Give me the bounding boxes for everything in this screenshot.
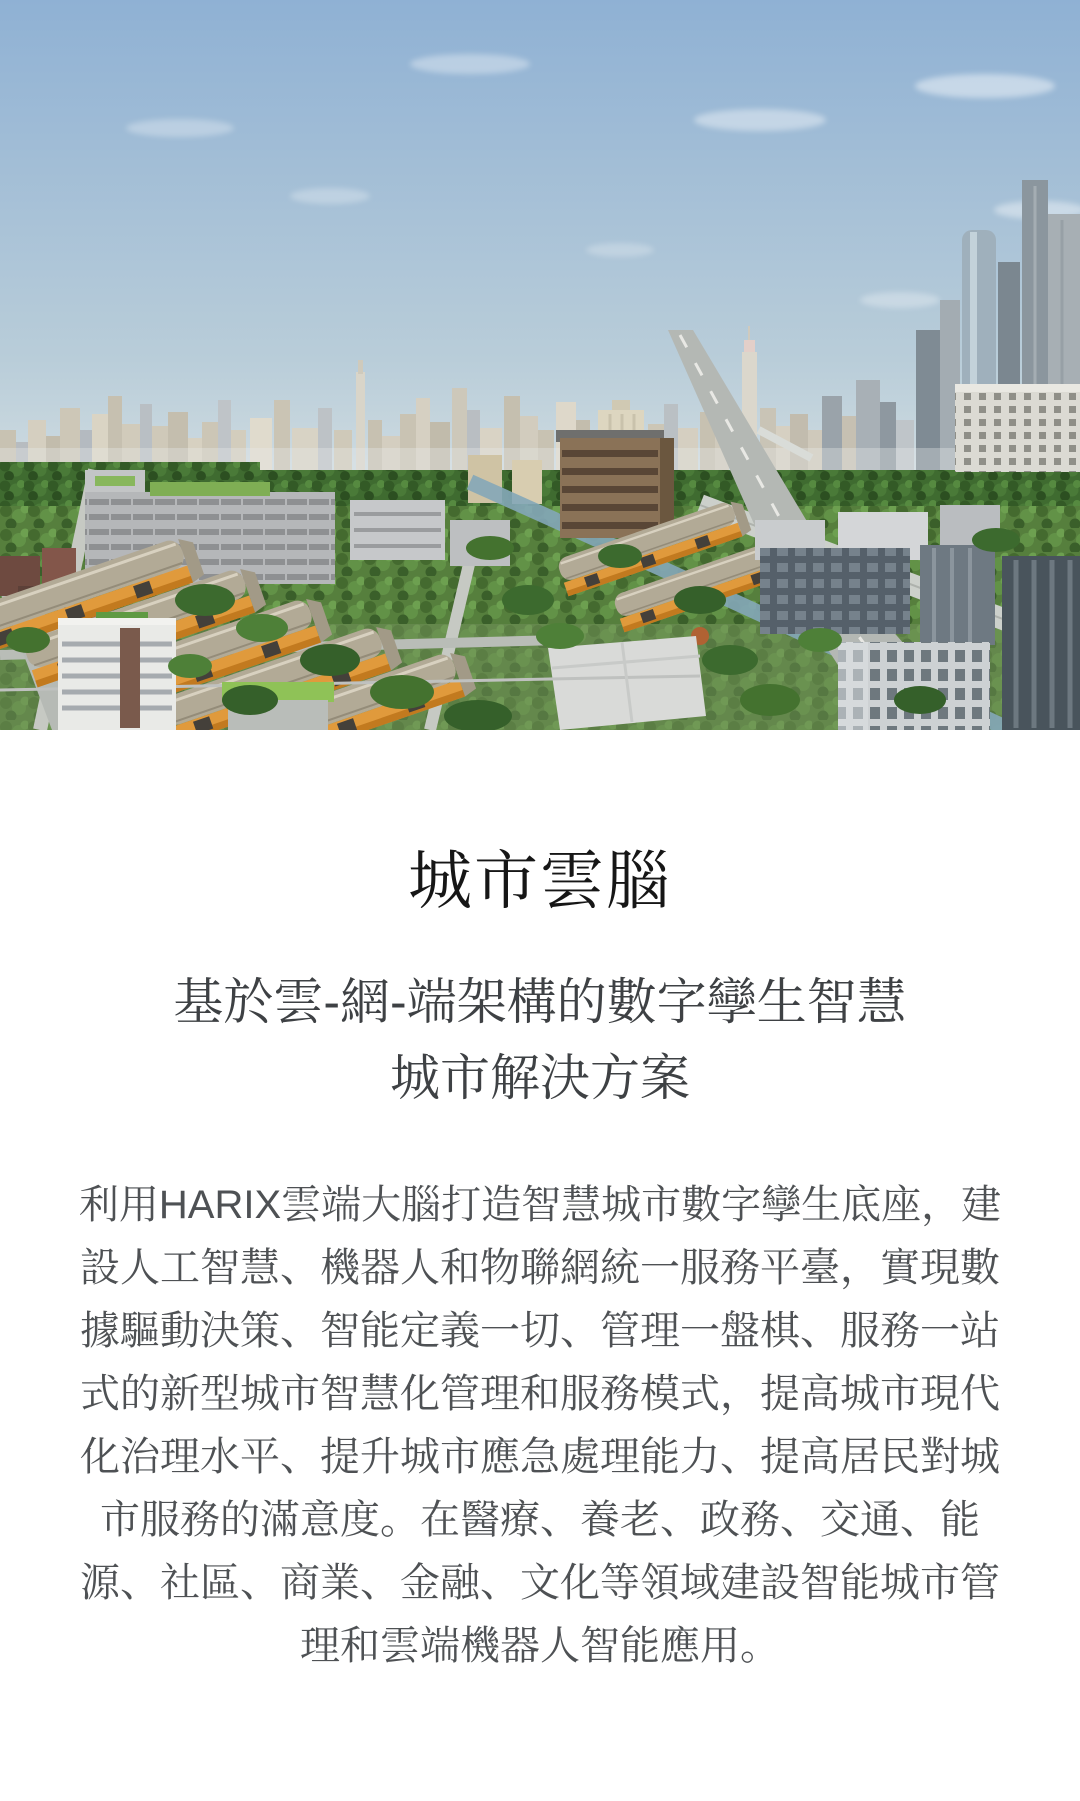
page-subtitle bbox=[70, 964, 1010, 1116]
content-section bbox=[0, 844, 1080, 1678]
page-subtitle-line-1: 基於雲-網-端架構的數字孿生智慧 bbox=[173, 974, 907, 1030]
smart-city-render bbox=[0, 0, 1080, 730]
hero-image bbox=[0, 0, 1080, 730]
brown-building bbox=[556, 430, 674, 538]
body-paragraph: 利用HARIX雲端大腦打造智慧城市數字孿生底座，建設人工智慧、機器人和物聯網統一服務平臺，實現數據驅動決策、智能定義一切、管理一盤棋、服務一站式的新型城市智慧化管理和服務模式，提高城市現代化治理水平、提升城市應急處理能力、提高居民對城市服務的滿意度。在醫療、養老、政務、交通、能源、社區、商業、金融、文化等領域建設智能城市管理和雲端機器人智能應用。 bbox=[78, 1183, 1002, 1668]
page-subtitle-line-2: 城市解決方案 bbox=[390, 1050, 690, 1106]
page-title: 城市雲腦 bbox=[408, 845, 672, 917]
